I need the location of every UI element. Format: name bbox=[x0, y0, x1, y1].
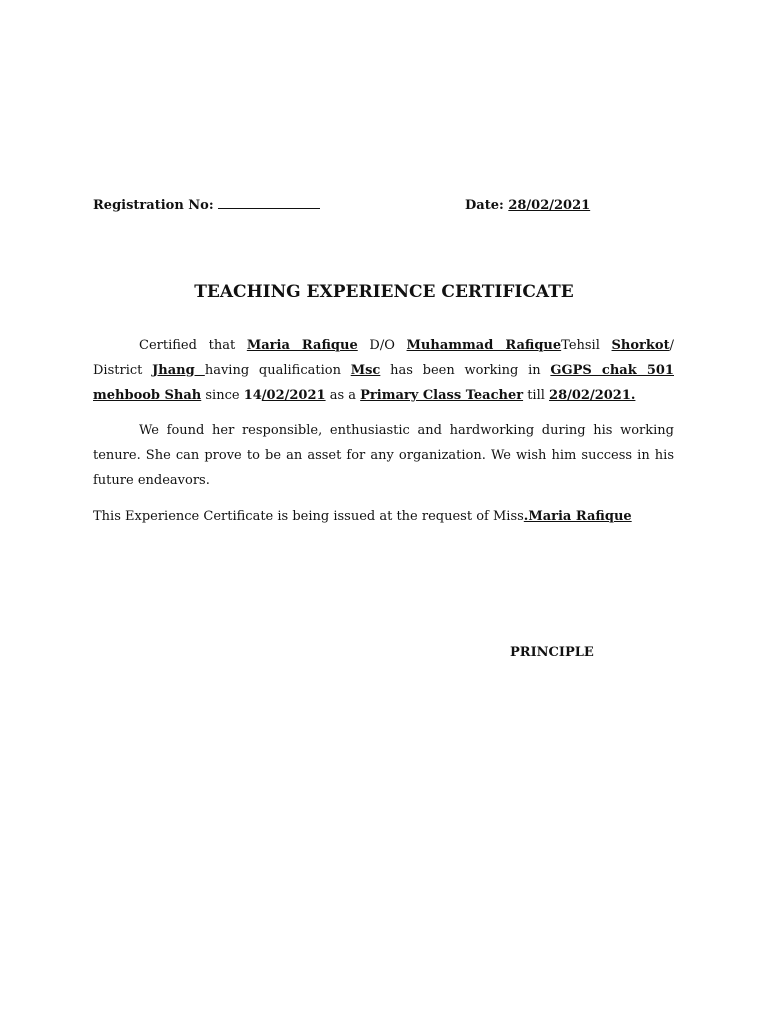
text-segment: Certified that bbox=[139, 338, 247, 353]
text-segment: since bbox=[201, 388, 244, 403]
qualification: Msc bbox=[350, 363, 381, 378]
signature-title: PRINCIPLE bbox=[510, 645, 594, 660]
date-label: Date: bbox=[465, 198, 504, 213]
text-segment: has been working in bbox=[380, 363, 551, 378]
text-segment: till bbox=[523, 388, 550, 403]
school-name: GGPS chak 501 mehboob Shah bbox=[93, 363, 674, 403]
evaluation-paragraph: We found her responsible, enthusiastic and hardworking during his working tenure. She can prove to be an asset for any organization. We wish him success in his future endeavors. bbox=[93, 423, 674, 488]
end-date: 28/02/2021. bbox=[549, 388, 636, 403]
start-day: 14 bbox=[243, 388, 262, 403]
position-title: Primary Class Teacher bbox=[360, 388, 524, 403]
text-segment: D/O bbox=[357, 338, 407, 353]
tehsil-name: Shorkot bbox=[611, 338, 670, 353]
start-date: /02/2021 bbox=[261, 388, 326, 403]
certificate-title: TEACHING EXPERIENCE CERTIFICATE bbox=[194, 282, 574, 302]
text-segment: This Experience Certificate is being issued at the request of Miss bbox=[93, 509, 524, 524]
certification-paragraph bbox=[93, 333, 674, 408]
issuance-paragraph bbox=[93, 504, 674, 529]
date-line bbox=[465, 198, 590, 213]
registration-blank bbox=[218, 198, 320, 209]
text-segment: as a bbox=[325, 388, 361, 403]
text-segment: Tehsil bbox=[561, 338, 612, 353]
district-name: Jhang bbox=[152, 363, 205, 378]
date-value: 28/02/2021 bbox=[508, 198, 591, 213]
text-segment: / District bbox=[93, 338, 674, 378]
registration-line bbox=[93, 198, 320, 213]
requester-name: .Maria Rafique bbox=[523, 509, 632, 524]
teacher-name: Maria Rafique bbox=[246, 338, 358, 353]
text-segment: having qualification bbox=[204, 363, 351, 378]
father-name: Muhammad Rafique bbox=[406, 338, 562, 353]
registration-label: Registration No: bbox=[93, 198, 214, 213]
